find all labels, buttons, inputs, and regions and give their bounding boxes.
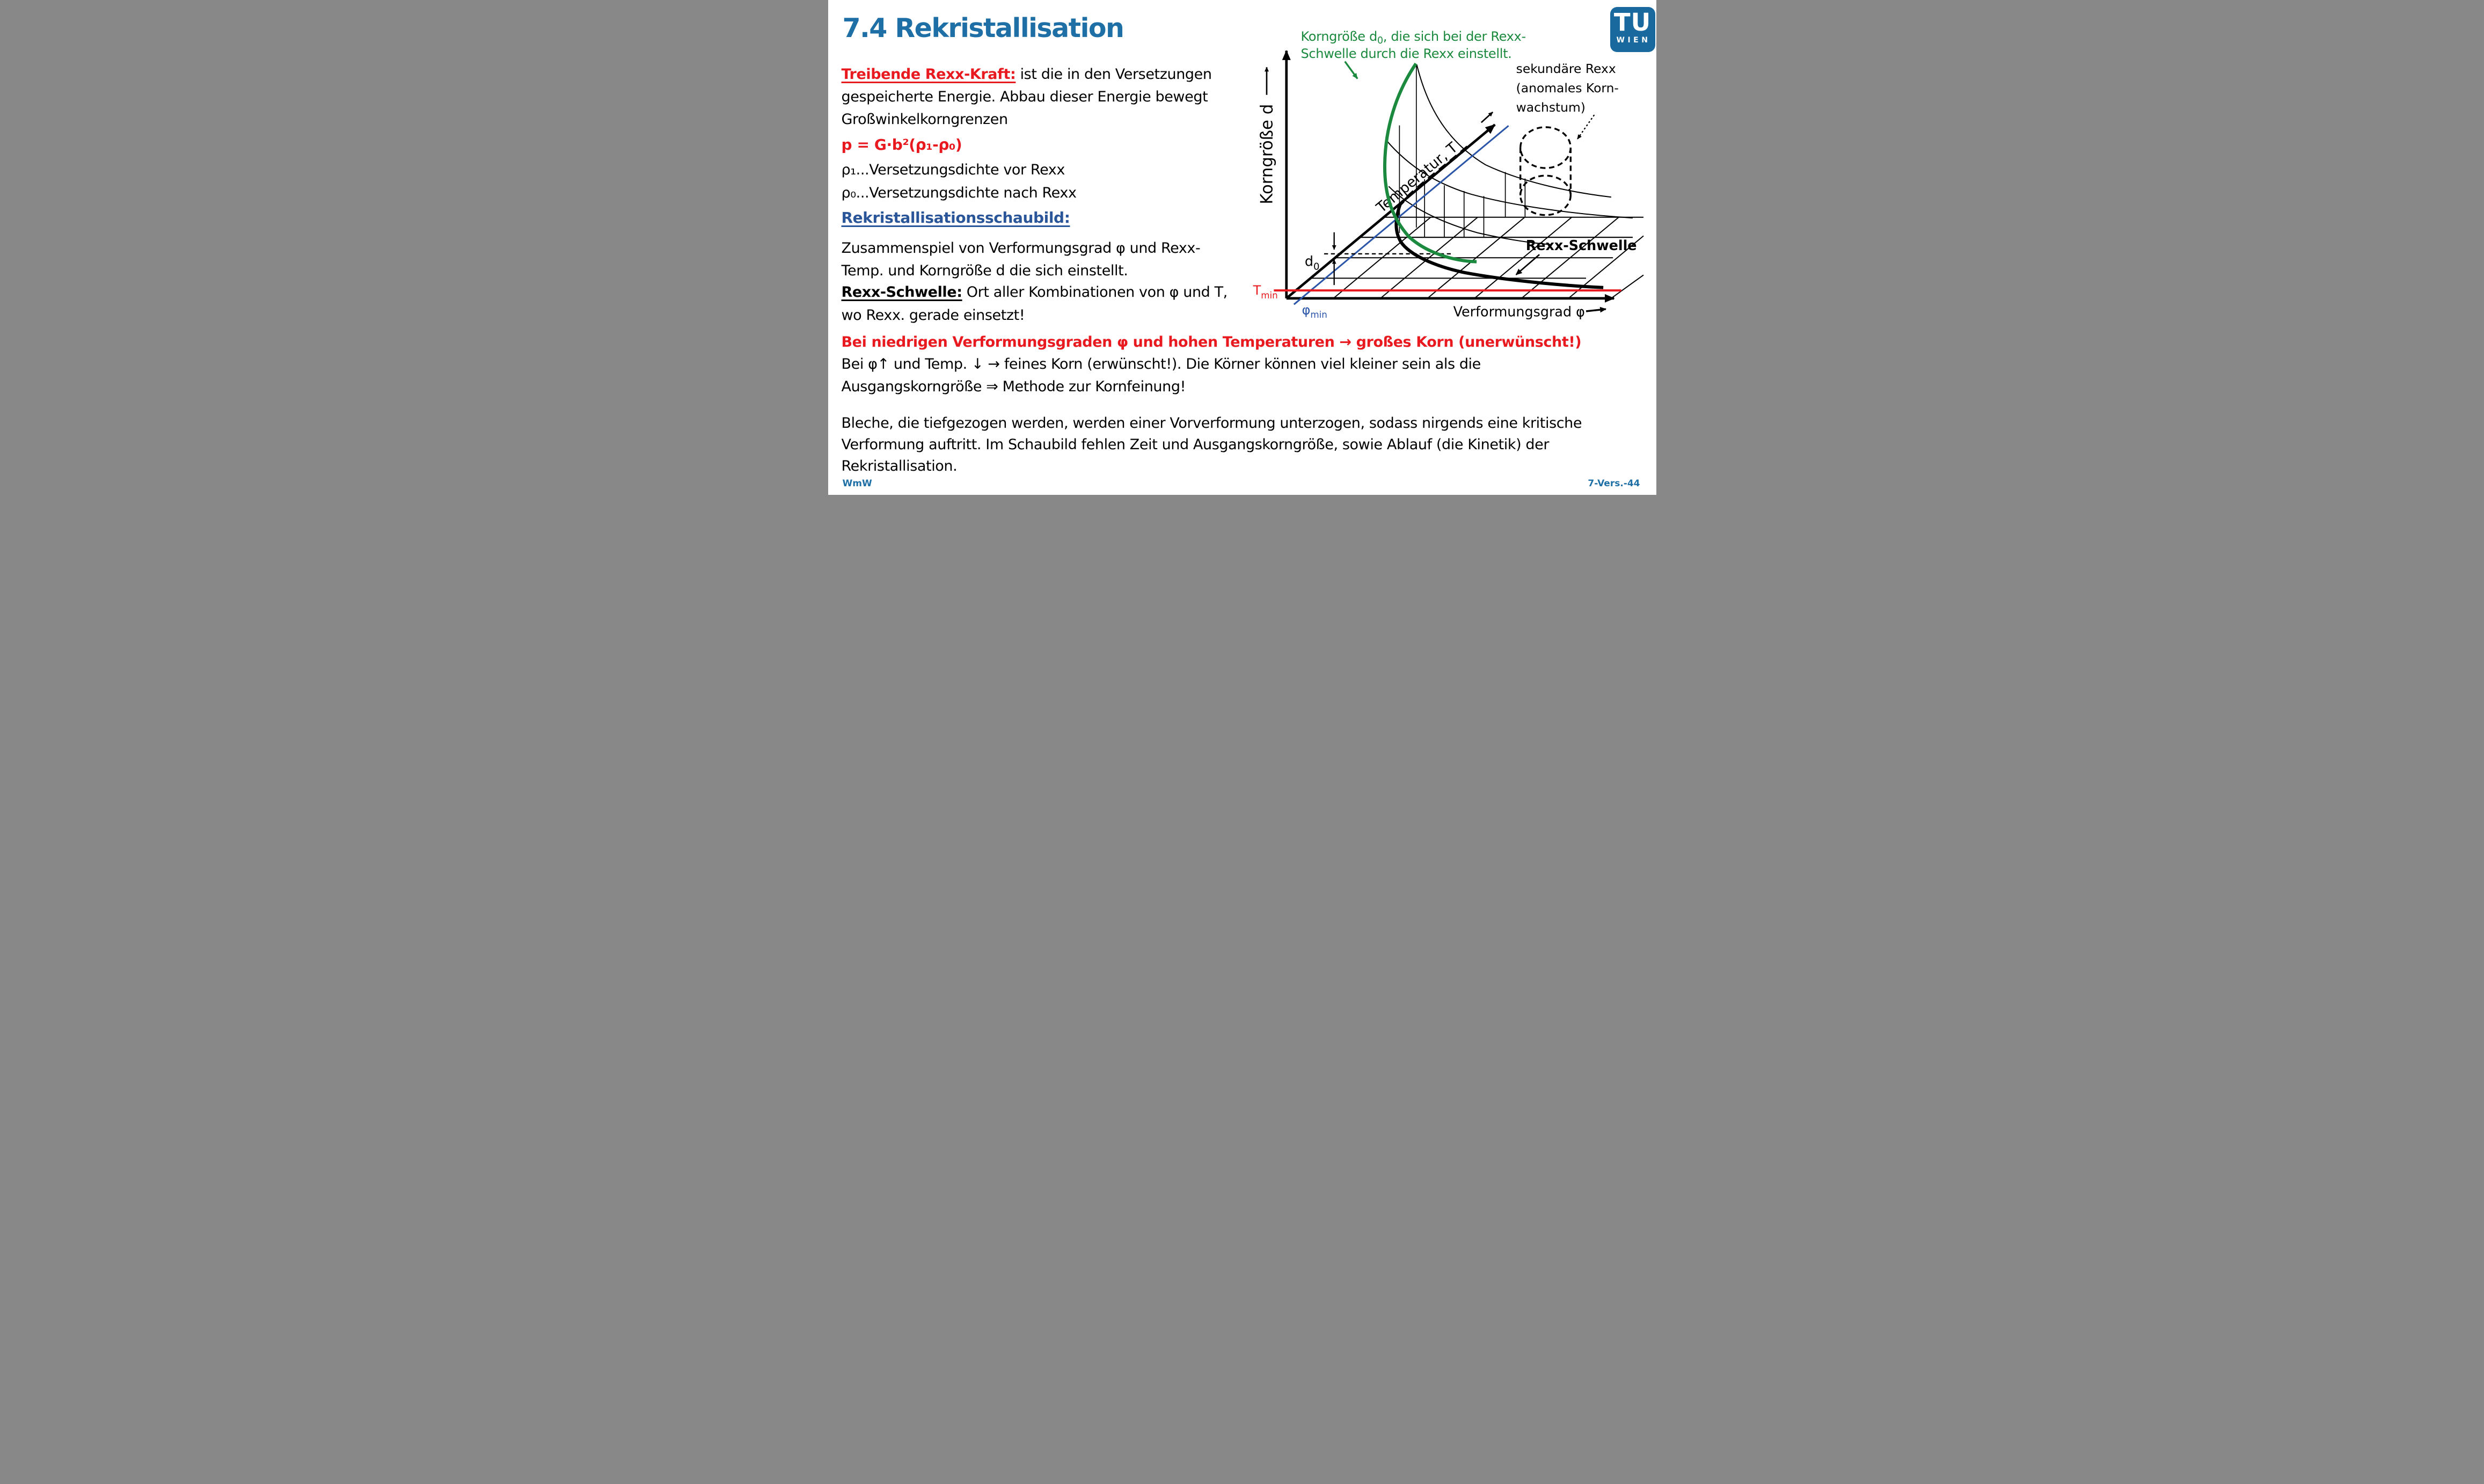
- x-axis-label-arrow-icon: [1586, 309, 1606, 311]
- green-note-arrow-icon: [1345, 62, 1357, 79]
- rho0-definition: ρ₀...Versetzungsdichte nach Rexx: [841, 185, 1077, 201]
- rexx-schwelle-definition-line2: wo Rexx. gerade einsetzt!: [841, 307, 1025, 324]
- t-axis-label: Temperatur, T: [1373, 139, 1461, 216]
- phi-min-label: $\varphi_{min}$: [1302, 302, 1327, 320]
- y-axis-label: Korngröße d: [1257, 104, 1277, 204]
- paragraph-treibende-line1: [842, 65, 1212, 84]
- d0-label: $d_0$: [1304, 253, 1319, 273]
- fine-grain-line: Bei φ↑ und Temp. ↓ → feines Korn (erwünscht!). Die Körner können viel kleiner sein als die: [841, 356, 1481, 372]
- bleche-paragraph-line3: Rekristallisation.: [841, 458, 958, 474]
- paragraph-treibende-line2: gespeicherte Energie. Abbau dieser Energie bewegt: [841, 89, 1208, 105]
- rexx-schwelle-definition-line1: [842, 283, 1228, 302]
- zusammenspiel-line1: Zusammenspiel von Verformungsgrad φ und Rexx-: [841, 240, 1201, 257]
- secondary-rexx-cylinder: [1520, 127, 1570, 215]
- t-axis-label-arrow-icon: [1481, 112, 1492, 122]
- green-note-line2: Schwelle durch die Rexx einstellt.: [1301, 46, 1511, 61]
- paragraph-treibende-line3: Großwinkelkorngrenzen: [841, 111, 1008, 128]
- secondary-rexx-arrow-icon: [1577, 115, 1594, 139]
- rexx-schwelle-rest: Ort aller Kombinationen von φ und T,: [962, 284, 1228, 301]
- t-min-label: $T_{min}$: [1253, 283, 1278, 301]
- footer-author: WmW: [842, 478, 872, 489]
- green-note-line1: Korngröße $d_0$, die sich bei der Rexx-: [1301, 28, 1526, 47]
- rexx-schwelle-curve-label: Rexx-Schwelle: [1525, 237, 1637, 254]
- bleche-paragraph-line2: Verformung auftritt. Im Schaubild fehlen Zeit und Ausgangskorngröße, sowie Ablauf (die Kinetik) der: [841, 436, 1550, 453]
- schaubild-heading: Rekristallisationsschaubild:: [841, 209, 1070, 226]
- phi-min-line: [1294, 126, 1508, 304]
- page-title: 7.4 Rekristallisation: [842, 13, 1124, 43]
- rho1-definition: ρ₁...Versetzungsdichte vor Rexx: [841, 162, 1065, 178]
- bleche-paragraph-line1: Bleche, die tiefgezogen werden, werden einer Vorverformung unterzogen, sodass nirgends eine kritische: [841, 415, 1582, 432]
- formula-driving-force: p = G·b²(ρ₁-ρ₀): [841, 136, 962, 153]
- sekundaere-rexx-line1: sekundäre Rexx: [1516, 61, 1616, 76]
- treibende-lead: Treibende Rexx-Kraft:: [841, 66, 1016, 83]
- sekundaere-rexx-line2: (anomales Korn-: [1516, 81, 1619, 96]
- footer-page-number: 7-Vers.-44: [1588, 478, 1640, 489]
- zusammenspiel-line2: Temp. und Korngröße d die sich einstellt.: [841, 262, 1128, 279]
- warning-red-line: Bei niedrigen Verformungsgraden φ und hohen Temperaturen → großes Korn (unerwünscht!): [841, 334, 1582, 350]
- logo-tu-text: TU: [1613, 8, 1652, 36]
- rexx-schwelle-lead: Rexx-Schwelle:: [841, 284, 962, 301]
- kornfeinung-line: Ausgangskorngröße ⇒ Methode zur Kornfeinung!: [841, 378, 1186, 395]
- rekristallisation-diagram: [1252, 18, 1656, 326]
- sekundaere-rexx-line3: wachstum): [1516, 100, 1586, 115]
- treibende-rest: ist die in den Versetzungen: [1015, 66, 1212, 83]
- x-axis-label: Verformungsgrad φ: [1453, 303, 1585, 320]
- slide: [828, 0, 1656, 495]
- logo-wien-text: WIEN: [1616, 36, 1651, 45]
